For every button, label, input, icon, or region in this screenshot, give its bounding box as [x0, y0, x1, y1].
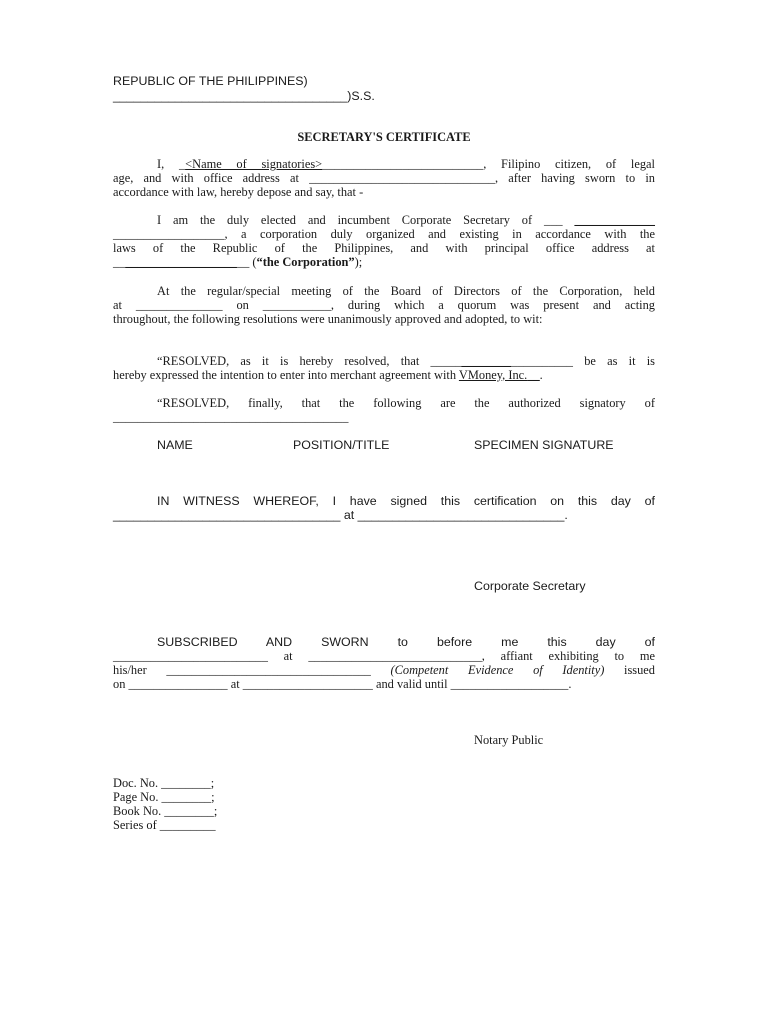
text-segment: hereby expressed the intention to enter into merchant agreement with: [113, 368, 459, 382]
corporate-secretary-label: Corporate Secretary: [474, 579, 586, 593]
blank-field: _____________: [574, 213, 655, 227]
paragraph-line: [113, 396, 655, 410]
text-segment: __________ be as it is: [511, 354, 655, 368]
text-segment: issued: [604, 663, 655, 677]
blank-field: __: [527, 368, 540, 382]
paragraph-line: throughout, the following resolutions were unanimously approved and adopted, to wit:: [113, 312, 543, 326]
text-segment: .: [539, 368, 543, 382]
text-segment: his/her _________________________________: [113, 663, 391, 677]
paragraph-jurat: [113, 635, 655, 691]
blank-field: __________________: [125, 255, 237, 269]
text-segment: IN WITNESS WHEREOF, I have signed this certification on this day of: [157, 494, 655, 508]
blank-field: ________: [461, 354, 512, 368]
company-name: VMoney, Inc.: [458, 368, 528, 382]
text-segment: __________________________, Filipino citizen, of legal: [322, 157, 655, 171]
text-segment: __ (: [236, 255, 257, 269]
text-segment: SUBSCRIBED AND SWORN to before me this day of: [157, 635, 655, 649]
paragraph-line: [113, 368, 655, 382]
paragraph-line: accordance with law, hereby depose and say, that -: [113, 185, 364, 199]
paragraph-line: at ______________ on ___________, during which a quorum was present and acting: [113, 298, 655, 312]
text-segment: );: [354, 255, 363, 269]
paragraph-line: [113, 663, 655, 677]
paragraph-line: __________________, a corporation duly organized and existing in accordance with the: [113, 227, 655, 241]
paragraph-resolved-1: [113, 354, 655, 382]
column-header-name: NAME: [157, 438, 193, 452]
text-segment: “RESOLVED, as it is hereby resolved, that _____: [157, 354, 462, 368]
column-header-signature: SPECIMEN SIGNATURE: [474, 438, 614, 452]
book-no: Book No. ________;: [113, 804, 218, 818]
notary-public-label: Notary Public: [474, 733, 544, 747]
paragraph-line: [113, 494, 655, 508]
paragraph-secretary: [113, 213, 655, 269]
corporation-term: “the Corporation”: [256, 255, 355, 269]
paragraph-resolved-2: [113, 396, 655, 424]
doc-no: Doc. No. ________;: [113, 776, 215, 790]
signatory-name-placeholder: <Name of signatories>: [185, 157, 323, 171]
paragraph-line: [113, 213, 655, 227]
document-title: SECRETARY'S CERTIFICATE: [297, 130, 471, 144]
text-segment: I, _: [157, 157, 186, 171]
text-segment: __: [113, 255, 126, 269]
paragraph-line: on ________________ at _____________________ and valid until ___________________.: [113, 677, 572, 691]
paragraph-meeting: [113, 284, 655, 326]
paragraph-line: [113, 255, 655, 269]
paragraph-line: [113, 354, 655, 368]
paragraph-witness: [113, 494, 655, 522]
paragraph-line: age, and with office address at ______________________________, after having sworn to in: [113, 171, 655, 185]
paragraph-line: [113, 284, 655, 298]
paragraph-line: [113, 635, 655, 649]
paragraph-line: _________________________ at ____________________________, affiant exhibiting to me: [113, 649, 655, 663]
header-republic: REPUBLIC OF THE PHILIPPINES): [113, 74, 308, 88]
page-no: Page No. ________;: [113, 790, 215, 804]
paragraph-line: _________________________________ at ______________________________.: [113, 508, 568, 522]
text-segment: At the regular/special meeting of the Board of Directors of the Corporation, held: [157, 284, 655, 298]
competent-evidence-note: (Competent Evidence of Identity): [390, 663, 605, 677]
text-segment: I am the duly elected and incumbent Corporate Secretary of ___: [157, 213, 575, 227]
paragraph-affiant: [113, 157, 655, 199]
series-of: Series of _________: [113, 818, 216, 832]
header-ss-line: __________________________________)S.S.: [113, 89, 375, 103]
paragraph-line: laws of the Republic of the Philippines, and with principal office address at: [113, 241, 655, 255]
text-segment: “RESOLVED, finally, that the following are the authorized signatory of: [157, 396, 655, 410]
column-header-position: POSITION/TITLE: [293, 438, 390, 452]
paragraph-line: ______________________________________: [113, 410, 349, 424]
paragraph-line: [113, 157, 655, 171]
